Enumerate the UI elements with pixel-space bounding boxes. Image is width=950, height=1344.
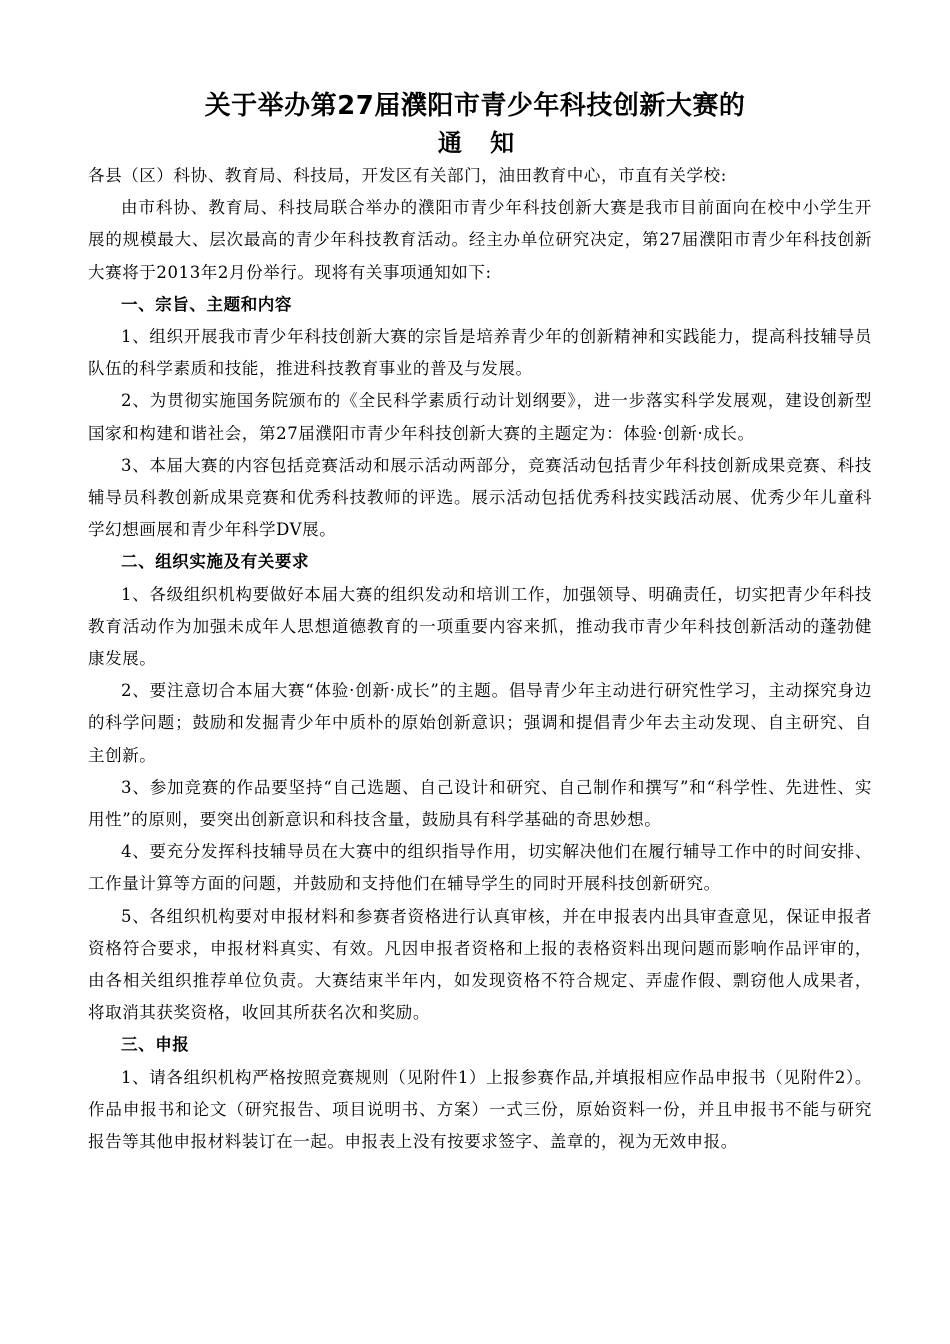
- paragraph: 1、组织开展我市青少年科技创新大赛的宗旨是培养青少年的创新精神和实践能力，提高科技辅导员队伍的科学素质和技能，推进科技教育事业的普及与发展。: [88, 327, 872, 379]
- section-3: [88, 1029, 872, 1158]
- salutation: 各县（区）科协、教育局、科技局，开发区有关部门，油田教育中心，市直有关学校:: [88, 166, 727, 185]
- section-heading: 一、宗旨、主题和内容: [121, 294, 292, 314]
- document-title: 关于举办第27届濮阳市青少年科技创新大赛的: [204, 91, 746, 121]
- paragraph: 3、参加竞赛的作品要坚持“自己选题、自己设计和研究、自己制作和撰写”和“科学性、先进性、实用性”的原则，要突出创新意识和科技含量，鼓励具有科学基础的奇思妙想。: [88, 777, 872, 830]
- section-heading: 二、组织实施及有关要求: [121, 552, 310, 572]
- document-subtitle: 通 知: [437, 129, 525, 157]
- paragraph: 1、各级组织机构要做好本届大赛的组织发动和培训工作，加强领导、明确责任，切实把青少年科技教育活动作为加强未成年人思想道德教育的一项重要内容来抓，推动我市青少年科技创新活动的蓬勃健康发展。: [88, 584, 872, 669]
- paragraph: 2、为贯彻实施国务院颁布的《全民科学素质行动计划纲要》，进一步落实科学发展观，建设创新型国家和构建和谐社会，第27届濮阳市青少年科技创新大赛的主题定为：体验·创新·成长。: [88, 391, 872, 443]
- paragraph: 4、要充分发挥科技辅导员在大赛中的组织指导作用，切实解决他们在履行辅导工作中的时间安排、工作量计算等方面的问题，并鼓励和支持他们在辅导学生的同时开展科技创新研究。: [88, 842, 872, 894]
- paragraph: 1、请各组织机构严格按照竞赛规则（见附件1）上报参赛作品,并填报相应作品申报书（见附件2）。作品申报书和论文（研究报告、项目说明书、方案）一式三份，原始资料一份，并且申报书不能与研究报告等其他申报材料装订在一起。申报表上没有按要求签字、盖章的，视为无效申报。: [88, 1067, 872, 1152]
- section-heading: 三、申报: [121, 1035, 190, 1055]
- section-2: [88, 546, 872, 1029]
- paragraph: 2、要注意切合本届大赛“体验·创新·成长”的主题。倡导青少年主动进行研究性学习，主动探究身边的科学问题；鼓励和发掘青少年中质朴的原始创新意识；强调和提倡青少年去主动发现、自主研究、自主创新。: [88, 681, 872, 765]
- paragraph: 3、本届大赛的内容包括竞赛活动和展示活动两部分，竞赛活动包括青少年科技创新成果竞赛、科技辅导员科教创新成果竞赛和优秀科技教师的评选。展示活动包括优秀科技实践活动展、优秀少年儿童科学幻想画展和青少年科学DV展。: [88, 455, 872, 540]
- document-body: [88, 160, 872, 1158]
- intro-paragraph: 由市科协、教育局、科技局联合举办的濮阳市青少年科技创新大赛是我市目前面向在校中小学生开展的规模最大、层次最高的青少年科技教育活动。经主办单位研究决定，第27届濮阳市青少年科技创新大赛将于2013年2月份举行。现将有关事项通知如下:: [88, 198, 872, 282]
- section-1: [88, 289, 872, 547]
- paragraph: 5、各组织机构要对申报材料和参赛者资格进行认真审核，并在申报表内出具审查意见，保证申报者资格符合要求，申报材料真实、有效。凡因申报者资格和上报的表格资料出现问题而影响作品评审的，由各相关组织推荐单位负责。大赛结束半年内，如发现资格不符合规定、弄虚作假、剽窃他人成果者，将取消其获奖资格，收回其所获名次和奖励。: [88, 906, 872, 1023]
